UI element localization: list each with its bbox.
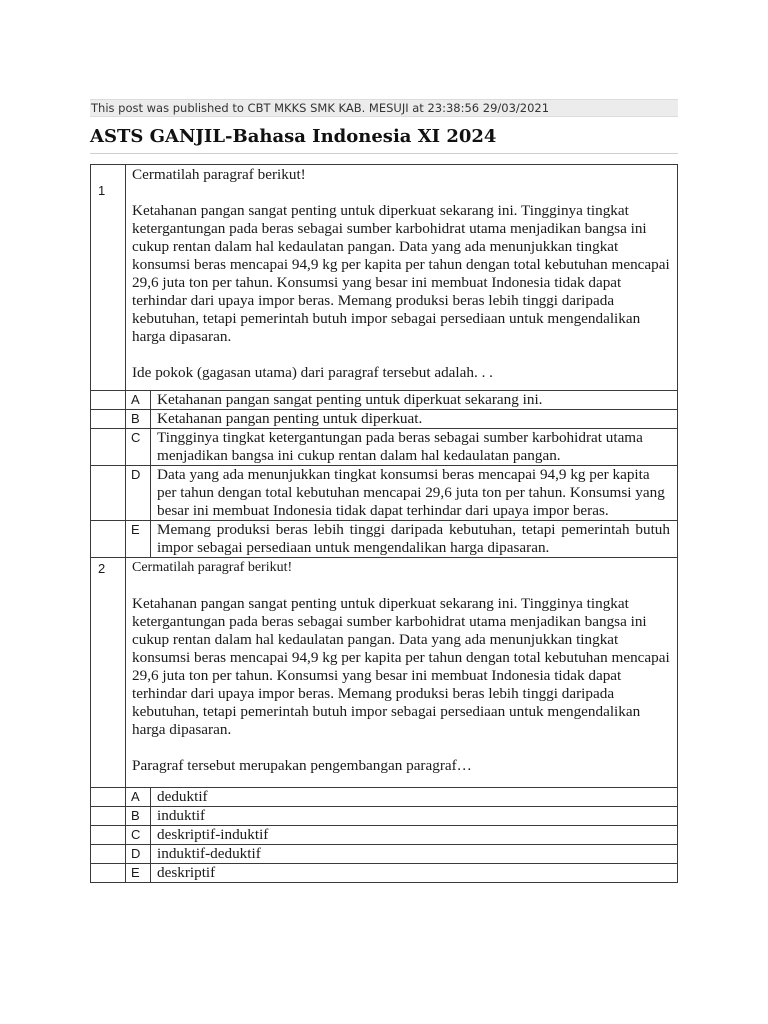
option-letter: C xyxy=(126,429,151,466)
option-letter: D xyxy=(126,466,151,521)
option-text[interactable]: Memang produksi beras lebih tinggi daripada kebutuhan, tetapi pemerintah butuh impor sebagai persediaan untuk mengendalikan harga dipasaran. xyxy=(151,521,678,558)
publish-info-banner: This post was published to CBT MKKS SMK KAB. MESUJI at 23:38:56 29/03/2021 xyxy=(90,99,678,117)
blank-cell xyxy=(91,521,126,558)
blank-cell xyxy=(91,845,126,864)
option-letter: A xyxy=(126,788,151,807)
page-title: ASTS GANJIL-Bahasa Indonesia XI 2024 xyxy=(90,126,497,147)
option-text[interactable]: Tingginya tingkat ketergantungan pada beras sebagai sumber karbohidrat utama menjadikan bangsa ini cukup rentan dalam hal kedaulatan pangan. xyxy=(151,429,678,466)
option-text[interactable]: Ketahanan pangan sangat penting untuk diperkuat sekarang ini. xyxy=(151,391,678,410)
quiz-table xyxy=(90,164,678,883)
blank-cell xyxy=(91,466,126,521)
option-letter: C xyxy=(126,826,151,845)
blank-cell xyxy=(91,429,126,466)
option-row[interactable] xyxy=(91,845,678,864)
question-paragraph: Ketahanan pangan sangat penting untuk diperkuat sekarang ini. Tingginya tingkat ketergantungan pada beras sebagai sumber karbohidrat utama menjadikan bangsa ini cukup rentan dalam hal kedaulatan pangan. Data yang ada menunjukkan tingkat konsumsi beras mencapai 94,9 kg per kapita per tahun dengan total kebutuhan mencapai 29,6 juta ton per tahun. Konsumsi yang besar ini membuat Indonesia tidak dapat terhindar dari upaya impor beras. Memang produksi beras lebih tinggi daripada kebutuhan, tetapi pemerintah butuh impor sebagai persediaan untuk mengendalikan harga dipasaran. xyxy=(132,202,670,345)
question-intro: Cermatilah paragraf berikut! xyxy=(132,166,306,183)
question-paragraph: Ketahanan pangan sangat penting untuk diperkuat sekarang ini. Tingginya tingkat ketergantungan pada beras sebagai sumber karbohidrat utama menjadikan bangsa ini cukup rentan dalam hal kedaulatan pangan. Data yang ada menunjukkan tingkat konsumsi beras mencapai 94,9 kg per kapita per tahun dengan total kebutuhan mencapai 29,6 juta ton per tahun. Konsumsi yang besar ini membuat Indonesia tidak dapat terhindar dari upaya impor beras. Memang produksi beras lebih tinggi daripada kebutuhan, tetapi pemerintah butuh impor sebagai persediaan untuk mengendalikan harga dipasaran. xyxy=(132,595,670,738)
option-letter: E xyxy=(126,864,151,883)
option-row[interactable] xyxy=(91,521,678,558)
option-letter: B xyxy=(126,807,151,826)
option-letter: B xyxy=(126,410,151,429)
question-body xyxy=(126,165,678,391)
option-text[interactable]: induktif xyxy=(151,807,678,826)
option-text[interactable]: deduktif xyxy=(151,788,678,807)
blank-cell xyxy=(91,826,126,845)
option-letter: A xyxy=(126,391,151,410)
question-prompt: Ide pokok (gagasan utama) dari paragraf tersebut adalah. . . xyxy=(132,364,493,381)
option-text[interactable]: induktif-deduktif xyxy=(151,845,678,864)
option-row[interactable] xyxy=(91,807,678,826)
question-row-1 xyxy=(91,165,678,391)
option-row[interactable] xyxy=(91,429,678,466)
question-intro: Cermatilah paragraf berikut! xyxy=(132,560,293,575)
blank-cell xyxy=(91,864,126,883)
option-letter: E xyxy=(126,521,151,558)
option-text[interactable]: Ketahanan pangan penting untuk diperkuat. xyxy=(151,410,678,429)
blank-cell xyxy=(91,410,126,429)
option-row[interactable] xyxy=(91,466,678,521)
option-letter: D xyxy=(126,845,151,864)
option-text[interactable]: deskriptif-induktif xyxy=(151,826,678,845)
question-body xyxy=(126,558,678,788)
option-text[interactable]: deskriptif xyxy=(151,864,678,883)
option-row[interactable] xyxy=(91,864,678,883)
blank-cell xyxy=(91,807,126,826)
blank-cell xyxy=(91,391,126,410)
question-row-2 xyxy=(91,558,678,788)
question-number: 1 xyxy=(91,165,126,391)
title-divider xyxy=(90,153,678,154)
blank-cell xyxy=(91,788,126,807)
option-text[interactable]: Data yang ada menunjukkan tingkat konsumsi beras mencapai 94,9 kg per kapita per tahun dengan total kebutuhan mencapai 29,6 juta ton per tahun. Konsumsi yang besar ini membuat Indonesia tidak dapat terhindar dari upaya impor beras. xyxy=(151,466,678,521)
option-row[interactable] xyxy=(91,391,678,410)
question-number: 2 xyxy=(91,558,126,788)
option-row[interactable] xyxy=(91,788,678,807)
option-row[interactable] xyxy=(91,410,678,429)
question-prompt: Paragraf tersebut merupakan pengembangan paragraf… xyxy=(132,757,472,774)
option-row[interactable] xyxy=(91,826,678,845)
